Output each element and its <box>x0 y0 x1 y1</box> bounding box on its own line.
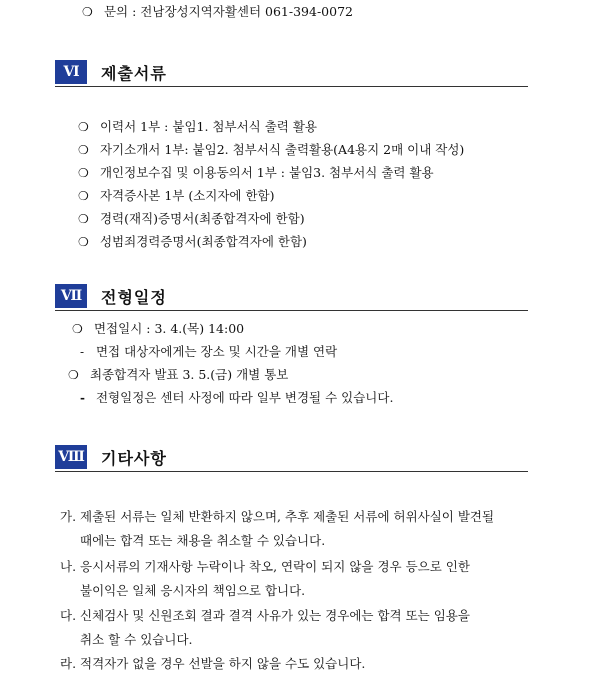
circle-bullet-icon: ❍ <box>78 166 89 180</box>
dash-bullet-icon: - <box>80 345 85 359</box>
section-title: 기타사항 <box>101 448 167 468</box>
note-line-continued: 취소 할 수 있습니다. <box>80 632 193 647</box>
note-line: 가. 제출된 서류는 일체 반환하지 않으며, 추후 제출된 서류에 허위사실이 발견될 <box>60 509 495 524</box>
list-item-text: 자격증사본 1부 (소지자에 한함) <box>99 188 275 203</box>
list-item-text: 경력(재직)증명서(최종합격자에 한함) <box>99 211 305 226</box>
section-number-badge: Ⅵ <box>55 60 87 84</box>
list-item <box>72 320 244 338</box>
list-item <box>78 164 434 182</box>
list-item <box>78 233 307 251</box>
section-divider <box>55 86 528 87</box>
circle-bullet-icon: ❍ <box>82 5 93 19</box>
list-item <box>78 210 305 228</box>
section-number-badge: Ⅷ <box>55 445 87 469</box>
note-paragraph <box>60 555 550 603</box>
circle-bullet-icon: ❍ <box>78 143 89 157</box>
section-header-misc <box>55 445 167 469</box>
list-item <box>80 389 393 407</box>
note-line-continued: 때에는 합격 또는 채용을 취소할 수 있습니다. <box>80 533 326 548</box>
list-item <box>80 343 337 361</box>
list-item-text: 이력서 1부 : 붙임1. 첨부서식 출력 활용 <box>99 119 317 134</box>
section-header-documents <box>55 60 167 84</box>
note-line-continued: 불이익은 일체 응시자의 책임으로 합니다. <box>80 583 306 598</box>
note-paragraph <box>60 604 550 652</box>
list-item-text: 성범죄경력증명서(최종합격자에 한함) <box>99 234 307 249</box>
section-number-badge: Ⅶ <box>55 284 87 308</box>
list-item <box>78 141 464 159</box>
section-header-schedule <box>55 284 167 308</box>
section-divider <box>55 471 528 472</box>
note-line: 나. 응시서류의 기재사항 누락이나 착오, 연락이 되지 않을 경우 등으로 인한 <box>60 559 470 574</box>
dash-bullet-icon: - <box>80 391 85 405</box>
contact-line <box>82 3 353 21</box>
circle-bullet-icon: ❍ <box>78 189 89 203</box>
circle-bullet-icon: ❍ <box>72 322 83 336</box>
circle-bullet-icon: ❍ <box>78 235 89 249</box>
list-item-text: 면접 대상자에게는 장소 및 시간을 개별 연락 <box>95 344 338 359</box>
circle-bullet-icon: ❍ <box>78 212 89 226</box>
list-item-text: 자기소개서 1부: 붙임2. 첨부서식 출력활용(A4용지 2매 이내 작성) <box>99 142 465 157</box>
list-item-text: 최종합격자 발표 3. 5.(금) 개별 통보 <box>89 367 289 382</box>
list-item-text: 면접일시 : 3. 4.(목) 14:00 <box>93 321 245 336</box>
list-item <box>68 366 288 384</box>
circle-bullet-icon: ❍ <box>78 120 89 134</box>
note-line: 라. 적격자가 없을 경우 선발을 하지 않을 수도 있습니다. <box>60 656 366 671</box>
contact-text: 문의 : 전남장성지역자활센터 061-394-0072 <box>103 4 353 19</box>
section-title: 제출서류 <box>101 63 167 83</box>
section-title: 전형일정 <box>101 287 167 307</box>
circle-bullet-icon: ❍ <box>68 368 79 382</box>
list-item-text: 전형일정은 센터 사정에 따라 일부 변경될 수 있습니다. <box>95 390 394 405</box>
section-divider <box>55 310 528 311</box>
note-line: 다. 신체검사 및 신원조회 결과 결격 사유가 있는 경우에는 합격 또는 임용을 <box>60 608 470 623</box>
list-item <box>78 187 275 205</box>
note-paragraph <box>60 652 550 676</box>
note-paragraph <box>60 505 550 553</box>
list-item-text: 개인정보수집 및 이용동의서 1부 : 붙임3. 첨부서식 출력 활용 <box>99 165 434 180</box>
list-item <box>78 118 317 136</box>
